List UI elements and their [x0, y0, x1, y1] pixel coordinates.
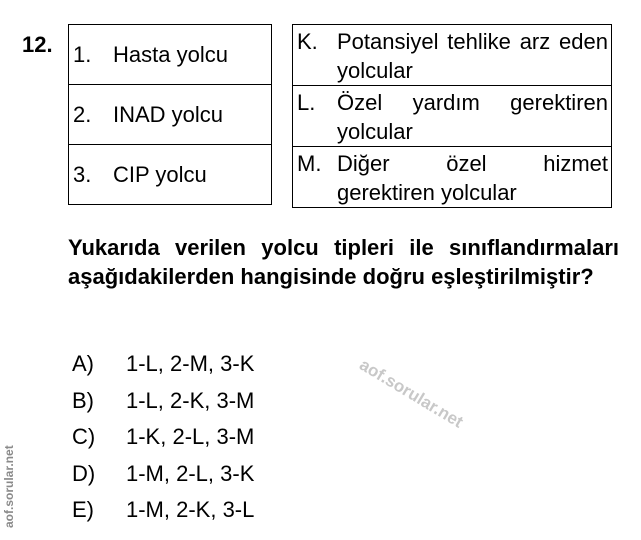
option-c[interactable] — [72, 419, 254, 456]
item-key: 2. — [73, 101, 92, 127]
item-text: INAD yolcu — [113, 101, 224, 127]
option-b[interactable] — [72, 383, 254, 420]
table-row — [293, 147, 612, 208]
option-e[interactable] — [72, 492, 254, 529]
question-number: 12. — [22, 32, 53, 57]
answer-options — [72, 346, 254, 529]
item-text: Hasta yolcu — [113, 41, 228, 67]
item-text: CIP yolcu — [113, 161, 207, 187]
option-letter: D) — [72, 460, 96, 486]
item-key: K. — [297, 29, 318, 54]
item-key: M. — [297, 151, 322, 176]
table-row — [69, 85, 272, 145]
watermark-side: aof.sorular.net — [2, 445, 16, 528]
table-row — [69, 25, 272, 85]
option-letter: E) — [72, 497, 94, 523]
table-row — [293, 25, 612, 86]
table-row — [293, 86, 612, 147]
item-key: 3. — [73, 161, 92, 187]
option-a[interactable] — [72, 346, 254, 383]
table-row — [69, 145, 272, 205]
classification-table — [292, 24, 612, 208]
question-text: Yukarıda verilen yolcu tipleri ile sınıflandırmaları aşağıdakilerden hangisinde doğru eşleştirilmiştir? — [68, 235, 619, 289]
watermark-diagonal: aof.sorular.net — [356, 355, 467, 432]
option-text: 1-M, 2-K, 3-L — [126, 497, 255, 523]
option-letter: B) — [72, 387, 94, 413]
option-text: 1-L, 2-K, 3-M — [126, 387, 255, 413]
option-letter: C) — [72, 424, 96, 450]
item-text: Diğer özel hizmet gerektiren yolcular — [337, 151, 608, 205]
option-text: 1-L, 2-M, 3-K — [126, 351, 255, 377]
item-key: L. — [297, 90, 316, 115]
item-text: Özel yardım gerektiren yolcular — [337, 90, 608, 144]
option-d[interactable] — [72, 456, 254, 493]
option-text: 1-M, 2-L, 3-K — [126, 460, 255, 486]
option-letter: A) — [72, 351, 94, 377]
item-key: 1. — [73, 41, 92, 67]
passenger-types-table — [68, 24, 272, 205]
option-text: 1-K, 2-L, 3-M — [126, 424, 255, 450]
item-text: Potansiyel tehlike arz eden yolcular — [337, 29, 608, 83]
